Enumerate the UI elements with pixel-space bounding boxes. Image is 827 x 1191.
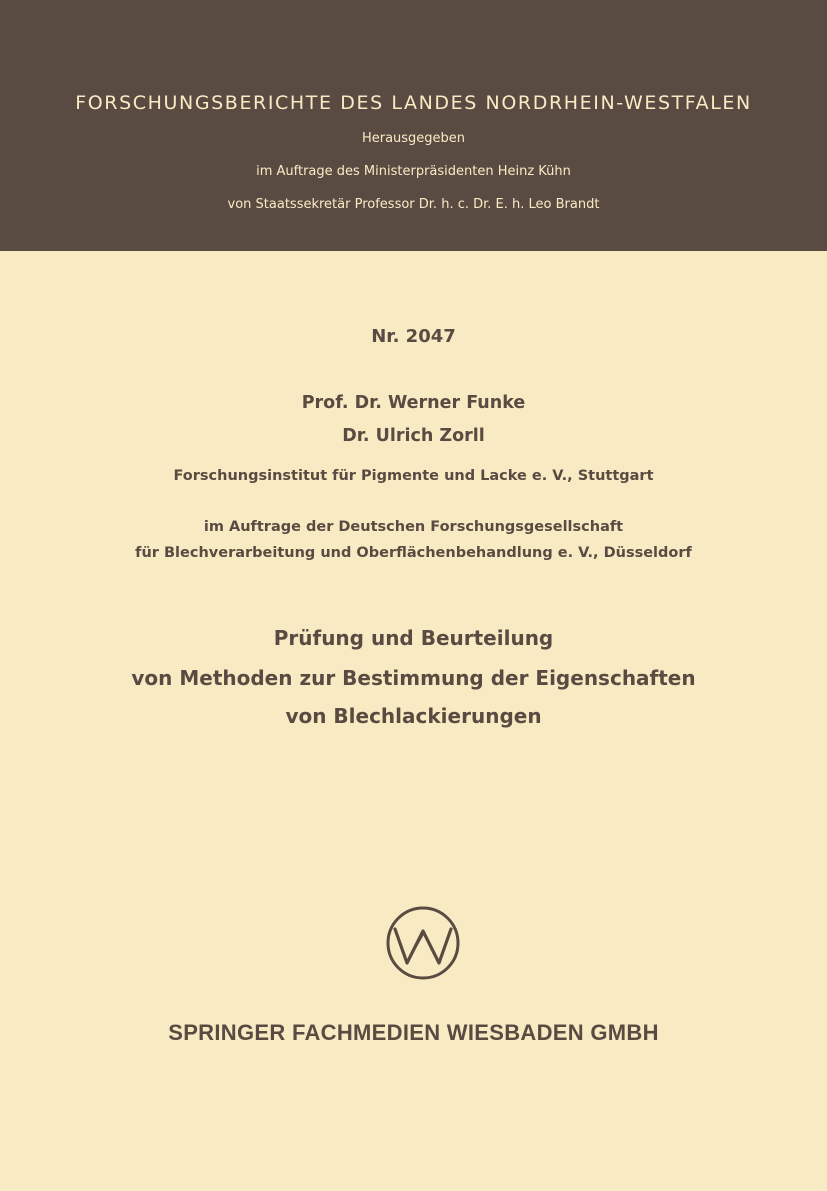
publisher-name: SPRINGER FACHMEDIEN WIESBADEN GMBH [168, 1020, 659, 1045]
author-2: Dr. Ulrich Zorll [342, 426, 485, 446]
title-line-3: von Blechlackierungen [285, 704, 542, 728]
report-number: Nr. 2047 [371, 326, 456, 347]
series-title: FORSCHUNGSBERICHTE DES LANDES NORDRHEIN-WESTFALEN [75, 92, 752, 114]
commission-line-2: für Blechverarbeitung und Oberflächenbehandlung e. V., Düsseldorf [135, 545, 692, 561]
author-1: Prof. Dr. Werner Funke [301, 393, 526, 413]
header-line-editor: von Staatssekretär Professor Dr. h. c. Dr. E. h. Leo Brandt [227, 197, 600, 212]
commission-line-1: im Auftrage der Deutschen Forschungsgesellschaft [203, 519, 624, 535]
title-line-1: Prüfung und Beurteilung [273, 626, 554, 650]
header-band [0, 0, 827, 251]
title-line-2: von Methoden zur Bestimmung der Eigenschaften [131, 666, 696, 690]
institute: Forschungsinstitut für Pigmente und Lacke e. V., Stuttgart [173, 468, 654, 484]
header-line-commission: im Auftrage des Ministerpräsidenten Heinz Kühn [256, 164, 571, 179]
westdeutscher-verlag-w-logo-icon [385, 905, 461, 981]
header-line-published: Herausgegeben [361, 131, 466, 146]
